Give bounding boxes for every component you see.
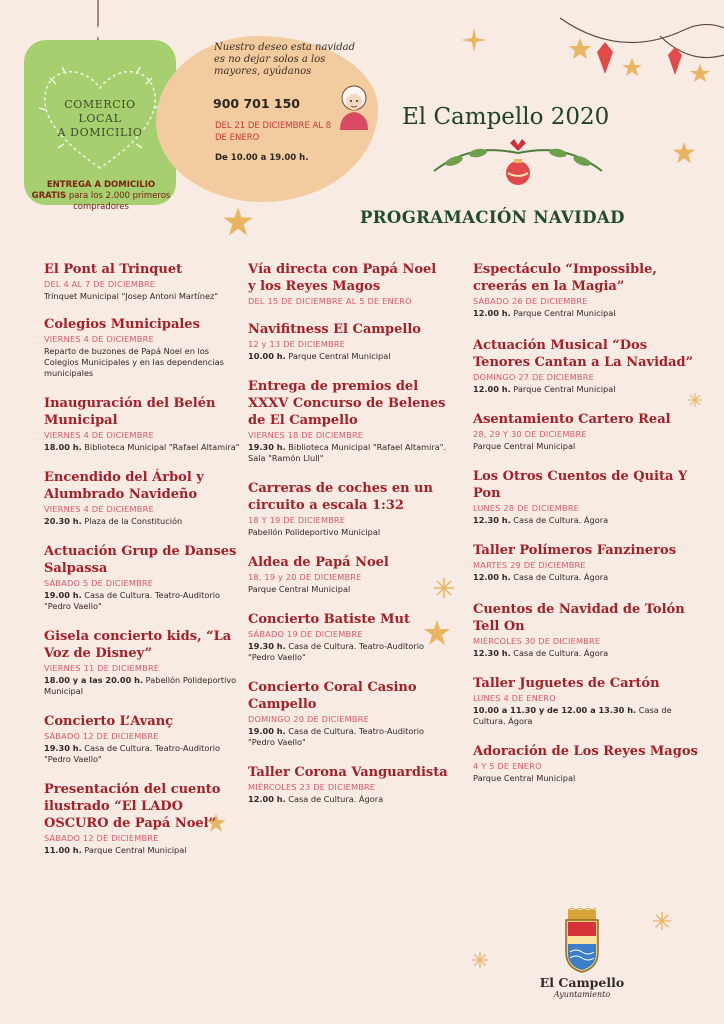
event-place: Parque Central Municipal: [248, 584, 351, 594]
event-title: Encendido del Árbol y Alumbrado Navideño: [44, 470, 204, 502]
garland-decoration: [560, 0, 724, 100]
event-time: 10.00 a 11.30 y de 12.00 a 13.30 h.: [473, 705, 637, 715]
event-date: LUNES 4 DE ENERO: [473, 693, 556, 703]
events-column-3: [473, 261, 703, 784]
event-date: 28, 29 Y 30 DE DICIEMBRE: [473, 429, 587, 439]
event-time: 18.00 h.: [44, 442, 82, 452]
event-date: SÁBADO 26 DE DICIEMBRE: [473, 296, 588, 306]
tag-hole: [96, 24, 112, 40]
tag-title: [38, 98, 162, 140]
event-item: [248, 679, 448, 748]
event-detail: [473, 515, 703, 526]
event-place: Casa de Cultura. Ágora: [288, 794, 384, 804]
event-place: Casa de Cultura. Teatro-Auditorio "Pedro Vaello": [44, 743, 221, 764]
tag-title-line: COMERCIO: [64, 98, 136, 111]
event-time: 19.30 h.: [248, 641, 286, 651]
event-title: Taller Corona Vanguardista: [248, 765, 448, 780]
event-place: Parque Central Municipal: [513, 384, 616, 394]
event-place: Pabellón Polideportivo Municipal: [248, 527, 381, 537]
events-column-1: [44, 261, 244, 856]
event-title: Cuentos de Navidad de Tolón Tell On: [473, 602, 685, 634]
event-time: 12.00 h.: [473, 572, 511, 582]
event-detail: [473, 308, 703, 319]
event-item: [248, 480, 448, 538]
phone-number: 900 701 150: [213, 96, 300, 111]
event-title: Inauguración del Belén Municipal: [44, 396, 216, 428]
event-item: [248, 764, 448, 805]
event-title: Presentación del cuento ilustrado “El LADO OSCURO de Papá Noel”: [44, 782, 221, 831]
event-place: Casa de Cultura. Ágora: [473, 705, 672, 726]
event-item: [473, 601, 703, 659]
event-date: VIERNES 11 DE DICIEMBRE: [44, 663, 160, 673]
event-place: Reparto de buzones de Papá Noel en los Colegios Municipales y en las dependencias municipales: [44, 346, 224, 378]
star-icon: [221, 205, 255, 239]
event-detail: [44, 346, 244, 379]
event-date: VIERNES 4 DE DICIEMBRE: [44, 334, 154, 344]
event-title: Espectáculo “Impossible, creerás en la Magia”: [473, 262, 657, 294]
event-date: 4 Y 5 DE ENERO: [473, 761, 542, 771]
event-item: [44, 781, 244, 856]
event-detail: [44, 675, 244, 697]
event-title: El Pont al Trinquet: [44, 262, 183, 277]
tag-note-rest: para los 2.000 primeros compradores: [66, 191, 171, 212]
event-date: 18 Y 19 DE DICIEMBRE: [248, 515, 346, 525]
event-date: MIÉRCOLES 30 DE DICIEMBRE: [473, 636, 601, 646]
event-date: SÁBADO 12 DE DICIEMBRE: [44, 731, 159, 741]
event-detail: [44, 291, 244, 302]
bubble-dates: DEL 21 DE DICIEMBRE AL 8 DE ENERO: [215, 121, 332, 143]
event-detail: [248, 584, 448, 595]
star-icon: [459, 25, 489, 55]
event-detail: [473, 572, 703, 583]
event-title: Navifitness El Campello: [248, 322, 421, 337]
event-title: Colegios Municipales: [44, 317, 200, 332]
event-title: Vía directa con Papá Noel y los Reyes Magos: [248, 262, 437, 294]
event-detail: [248, 527, 448, 538]
elderly-woman-icon: [334, 82, 374, 130]
event-date: 18, 19 y 20 DE DICIEMBRE: [248, 572, 362, 582]
sparkle-icon: [472, 952, 488, 968]
event-detail: [473, 441, 703, 452]
event-date: DOMINGO 20 DE DICIEMBRE: [248, 714, 370, 724]
event-date: MARTES 29 DE DICIEMBRE: [473, 560, 586, 570]
event-time: 12.00 h.: [473, 384, 511, 394]
event-place: Parque Central Municipal: [288, 351, 391, 361]
event-item: [473, 411, 703, 452]
event-item: [44, 628, 244, 697]
bubble-message: Nuestro deseo esta navidad es no dejar solos a los mayores, ayúdanos: [214, 42, 356, 77]
event-time: 11.00 h.: [44, 845, 82, 855]
event-title: Concierto Coral Casino Campello: [248, 680, 417, 712]
event-item: [473, 743, 703, 784]
sparkle-icon: [653, 912, 671, 930]
event-title: Concierto Batiste Mut: [248, 612, 410, 627]
event-title: Taller Polímeros Fanzineros: [473, 543, 677, 558]
event-time: 20.30 h.: [44, 516, 82, 526]
event-detail: [44, 743, 244, 765]
event-item: [473, 337, 703, 395]
event-date: MIÉRCOLES 23 DE DICIEMBRE: [248, 782, 376, 792]
event-place: Casa de Cultura. Ágora: [513, 648, 609, 658]
event-place: Casa de Cultura. Teatro-Auditorio "Pedro Vaello": [248, 726, 425, 747]
event-place: Trinquet Municipal "Josep Antoni Martínez": [44, 291, 219, 301]
event-item: [473, 261, 703, 319]
event-item: [473, 675, 703, 727]
event-date: DOMINGO 27 DE DICIEMBRE: [473, 372, 595, 382]
event-place: Casa de Cultura. Teatro-Auditorio "Pedro Vaello": [44, 590, 221, 611]
event-detail: [44, 516, 244, 527]
event-detail: [248, 442, 448, 464]
star-icon: [671, 140, 697, 166]
event-time: 19.30 h.: [248, 442, 286, 452]
tag-title-line: A DOMICILIO: [57, 126, 143, 139]
event-date: VIERNES 18 DE DICIEMBRE: [248, 430, 364, 440]
event-item: [44, 395, 244, 453]
event-title: Carreras de coches en un circuito a escala 1:32: [248, 481, 433, 513]
event-item: [473, 468, 703, 526]
event-detail: [473, 384, 703, 395]
holly-ornament-icon: [428, 135, 608, 191]
event-item: [44, 543, 244, 612]
event-time: 18.00 y a las 20.00 h.: [44, 675, 144, 685]
events-column-2: [248, 261, 448, 805]
event-place: Parque Central Municipal: [473, 441, 576, 451]
event-date: VIERNES 4 DE DICIEMBRE: [44, 430, 154, 440]
logo-label: El Campello: [539, 975, 625, 990]
event-item: [248, 554, 448, 595]
event-detail: [44, 590, 244, 612]
event-title: Asentamiento Cartero Real: [473, 412, 671, 427]
event-place: Casa de Cultura. Teatro-Auditorio "Pedro Vaello": [248, 641, 425, 662]
event-title: Adoración de Los Reyes Magos: [473, 744, 698, 759]
event-detail: [473, 648, 703, 659]
event-date: LUNES 28 DE DICIEMBRE: [473, 503, 580, 513]
event-place: Casa de Cultura. Ágora: [513, 515, 609, 525]
event-detail: [44, 442, 244, 453]
tag-title-line: LOCAL: [78, 112, 122, 125]
event-place: Plaza de la Constitución: [84, 516, 183, 526]
event-title: Taller Juguetes de Cartón: [473, 676, 660, 691]
event-title: Concierto L’Avanç: [44, 714, 174, 729]
tag-note-bold: ENTREGA A DOMICILIO GRATIS: [31, 180, 156, 201]
tag-note: [30, 180, 172, 213]
event-title: Aldea de Papá Noel: [248, 555, 389, 570]
event-item: [44, 316, 244, 379]
event-place: Parque Central Municipal: [473, 773, 576, 783]
event-title: Los Otros Cuentos de Quita Y Pon: [473, 469, 688, 501]
event-date: VIERNES 4 DE DICIEMBRE: [44, 504, 154, 514]
event-time: 12.00 h.: [248, 794, 286, 804]
event-item: [44, 469, 244, 527]
event-item: [44, 713, 244, 765]
logo-sub: Ayuntamiento: [553, 990, 611, 999]
event-time: 12.30 h.: [473, 648, 511, 658]
event-date: DEL 4 AL 7 DE DICIEMBRE: [44, 279, 156, 289]
event-place: Pabellón Polideportivo Municipal: [44, 675, 237, 696]
event-detail: [248, 726, 448, 748]
event-detail: [44, 845, 244, 856]
event-date: 12 y 13 DE DICIEMBRE: [248, 339, 346, 349]
event-place: Parque Central Municipal: [84, 845, 187, 855]
event-item: [248, 378, 448, 464]
main-title: El Campello 2020: [402, 104, 610, 130]
event-item: [248, 611, 448, 663]
event-place: Biblioteca Municipal "Rafael Altamira". Sala "Ramón Llull": [248, 442, 447, 463]
event-title: Gisela concierto kids, “La Voz de Disney”: [44, 629, 232, 661]
event-item: [248, 321, 448, 362]
event-detail: [473, 705, 703, 727]
event-place: Parque Central Municipal: [513, 308, 616, 318]
event-item: [248, 261, 448, 307]
event-detail: [473, 773, 703, 784]
event-date: SÁBADO 12 DE DICIEMBRE: [44, 833, 159, 843]
event-time: 12.00 h.: [473, 308, 511, 318]
event-time: 19.00 h.: [248, 726, 286, 736]
event-title: Actuación Grup de Danses Salpassa: [44, 544, 237, 576]
event-detail: [248, 794, 448, 805]
event-date: SÁBADO 19 DE DICIEMBRE: [248, 629, 363, 639]
event-time: 12.30 h.: [473, 515, 511, 525]
event-time: 19.00 h.: [44, 590, 82, 600]
town-crest-logo: [562, 908, 602, 974]
event-detail: [248, 641, 448, 663]
event-item: [473, 542, 703, 583]
event-detail: [248, 351, 448, 362]
bubble-hours: De 10.00 a 19.00 h.: [215, 153, 309, 163]
event-date: DEL 15 DE DICIEMBRE AL 5 DE ENERO: [248, 296, 412, 306]
event-place: Casa de Cultura. Ágora: [513, 572, 609, 582]
event-time: 19.30 h.: [44, 743, 82, 753]
event-time: 10.00 h.: [248, 351, 286, 361]
home-delivery-tag: [24, 40, 176, 212]
event-place: Biblioteca Municipal "Rafael Altamira": [84, 442, 240, 452]
program-title: PROGRAMACIÓN NAVIDAD: [360, 208, 625, 227]
event-title: Entrega de premios del XXXV Concurso de Belenes de El Campello: [248, 379, 446, 428]
event-title: Actuación Musical “Dos Tenores Cantan a La Navidad”: [473, 338, 694, 370]
event-item: [44, 261, 244, 302]
event-date: SÁBADO 5 DE DICIEMBRE: [44, 578, 154, 588]
